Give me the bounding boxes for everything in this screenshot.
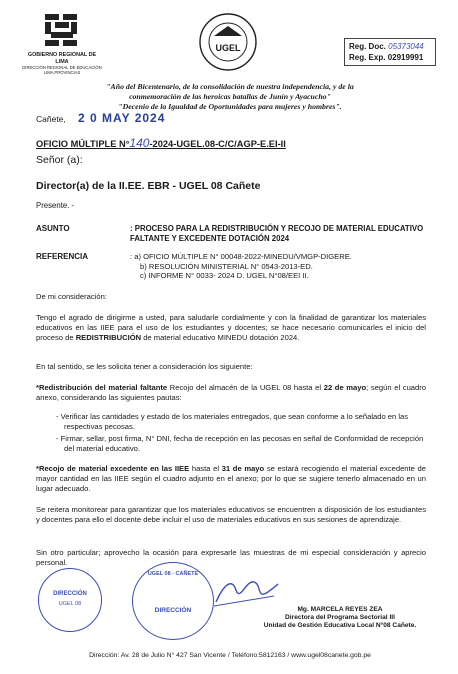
stamp-mid-text: DIRECCIÓN bbox=[154, 607, 192, 614]
greeting: De mi consideración: bbox=[36, 292, 107, 301]
addressee: Director(a) de la II.EE. EBR - UGEL 08 Cañete bbox=[36, 180, 261, 192]
stamp-mid-top: UGEL 08 - CAÑETE bbox=[147, 571, 199, 577]
list-item: - Firmar, sellar, post firma, N° DNI, fecha de recepción en las pecosas en señal de Conformidad de recepción del material educativo. bbox=[56, 434, 424, 453]
signatory-role: Directora del Programa Sectorial III bbox=[285, 614, 395, 621]
guidelines-list bbox=[56, 412, 428, 456]
signatory-block bbox=[240, 606, 440, 630]
referencia-item: : a) OFICIO MÚLTIPLE N° 00048-2022-MINEDU/VMGP-DIGERE. bbox=[130, 252, 352, 261]
ugel-seal-icon bbox=[190, 12, 266, 72]
paragraph-3 bbox=[36, 383, 426, 403]
p3-bold: *Redistribución del material faltante bbox=[36, 383, 168, 392]
p1-start: Tengo el agrado de dirigirme a usted, para saludarle cordialmente y con la finalidad de garantizar los materiales educativos en las IIEE para el uso de los estudiantes y docentes; se hace necesario comunicarles el inicio del proceso de bbox=[36, 313, 426, 342]
reg-doc-label: Reg. Doc. bbox=[349, 42, 386, 51]
signatory-unit: Unidad de Gestión Educativa Local N°08 Cañete. bbox=[263, 622, 417, 629]
paragraph-4 bbox=[36, 464, 426, 494]
oficio-number bbox=[36, 136, 286, 150]
p4-bold: *Recojo de material excedente en las IIEE bbox=[36, 464, 190, 473]
presente: Presente. - bbox=[36, 201, 75, 210]
ugel-seal bbox=[190, 12, 266, 72]
motto-line-2: conmemoración de las heroicas batallas de Junín y Ayacucho" bbox=[129, 92, 331, 101]
reg-exp-value: 02919991 bbox=[387, 53, 424, 62]
reg-exp-label: Reg. Exp. bbox=[349, 53, 386, 62]
paragraph-6: Sin otro particular; aprovecho la ocasión para expresarle las muestras de mi especial consideración y aprecio personal. bbox=[36, 548, 426, 567]
p3-mid: Recojo del almacén de la UGEL 08 hasta el bbox=[167, 383, 324, 392]
gov-title: GOBIERNO REGIONAL DE LIMA bbox=[27, 52, 97, 65]
place: Cañete, bbox=[36, 114, 66, 124]
p4-date: 31 de mayo bbox=[221, 464, 265, 473]
p1-end: de material educativo MINEDU dotación 2024. bbox=[141, 333, 300, 342]
p3-date: 22 de mayo bbox=[323, 383, 367, 392]
salutation: Señor (a): bbox=[36, 154, 83, 166]
stamp-left-sub: UGEL 08 bbox=[58, 601, 82, 607]
motto-line-3: "Decenio de la Igualdad de Oportunidades para mujeres y hombres". bbox=[118, 102, 342, 111]
gobierno-regional-logo bbox=[22, 12, 102, 75]
handwritten-signature-icon bbox=[210, 574, 280, 610]
asunto-value: : PROCESO PARA LA REDISTRIBUCIÓN Y RECOJO DE MATERIAL EDUCATIVO FALTANTE Y EXCEDENTE DOTACIÓN 2024 bbox=[130, 224, 424, 243]
paragraph-1 bbox=[36, 313, 426, 343]
registration-box bbox=[344, 38, 436, 66]
ugel-seal-center: UGEL bbox=[215, 43, 241, 53]
list-item: - Verificar las cantidades y estado de los materiales entregados, que sean conforme a lo señalado en las respectivas pecosas. bbox=[56, 412, 409, 431]
p4-end: se estará recogiendo el material excedente de mayor cantidad en las IIEE según el cuadro adjunto en el anexo; por lo que se sugiere tenerlo almacenado en un lugar adecuado. bbox=[36, 464, 426, 493]
direction-stamp-mid bbox=[132, 562, 214, 640]
paragraph-5: Se reitera monitorear para garantizar que los materiales educativos se encuentren a disposición de los estudiantes y docentes para ello el docente debe incluir el uso de materiales educativos en sus sesiones de aprendizaje. bbox=[36, 505, 426, 524]
gov-sub1: DIRECCIÓN REGIONAL DE EDUCACIÓN bbox=[22, 65, 102, 70]
referencia-list bbox=[130, 252, 430, 281]
oficio-handwritten-number: 140 bbox=[129, 136, 150, 150]
footer-address: Dirección: Av. 28 de Julio N° 427 San Vicente / Teléfono:5812163 / www.ugel08canete.gob.pe bbox=[89, 652, 371, 659]
direction-stamp-left bbox=[38, 568, 102, 632]
p1-bold: REDISTRIBUCIÓN bbox=[75, 333, 142, 342]
date-stamp: 2 0 MAY 2024 bbox=[78, 111, 166, 125]
oficio-suffix: -2024-UGEL.08-C/C/AGP-E.EI-II bbox=[149, 139, 286, 149]
referencia-label: REFERENCIA bbox=[36, 252, 89, 261]
asunto-label: ASUNTO bbox=[36, 224, 70, 233]
motto bbox=[40, 82, 420, 112]
paragraph-2: En tal sentido, se les solicita tener a consideración los siguiente: bbox=[36, 362, 253, 371]
referencia-item: c) INFORME N° 0033- 2024 D. UGEL N°08/EEI II. bbox=[140, 271, 309, 280]
stamp-left-text: DIRECCIÓN bbox=[53, 591, 87, 597]
reg-doc-value: 05373044 bbox=[388, 42, 424, 51]
gov-sub2: LIMA PROVINCIAS bbox=[43, 70, 81, 75]
p3-end: ; según el cuadro anexo, considerando las siguientes pautas: bbox=[36, 383, 427, 402]
oficio-prefix: OFICIO MÚLTIPLE N° bbox=[36, 139, 130, 149]
p4-mid: hasta el bbox=[189, 464, 222, 473]
regional-emblem-icon bbox=[41, 12, 83, 50]
signatory-name: Mg. MARCELA REYES ZEA bbox=[297, 606, 383, 613]
referencia-item: b) RESOLUCIÓN MINISTERIAL N° 0543-2013-ED. bbox=[140, 261, 313, 271]
motto-line-1: "Año del Bicentenario, de la consolidación de nuestra independencia, y de la bbox=[106, 82, 354, 91]
